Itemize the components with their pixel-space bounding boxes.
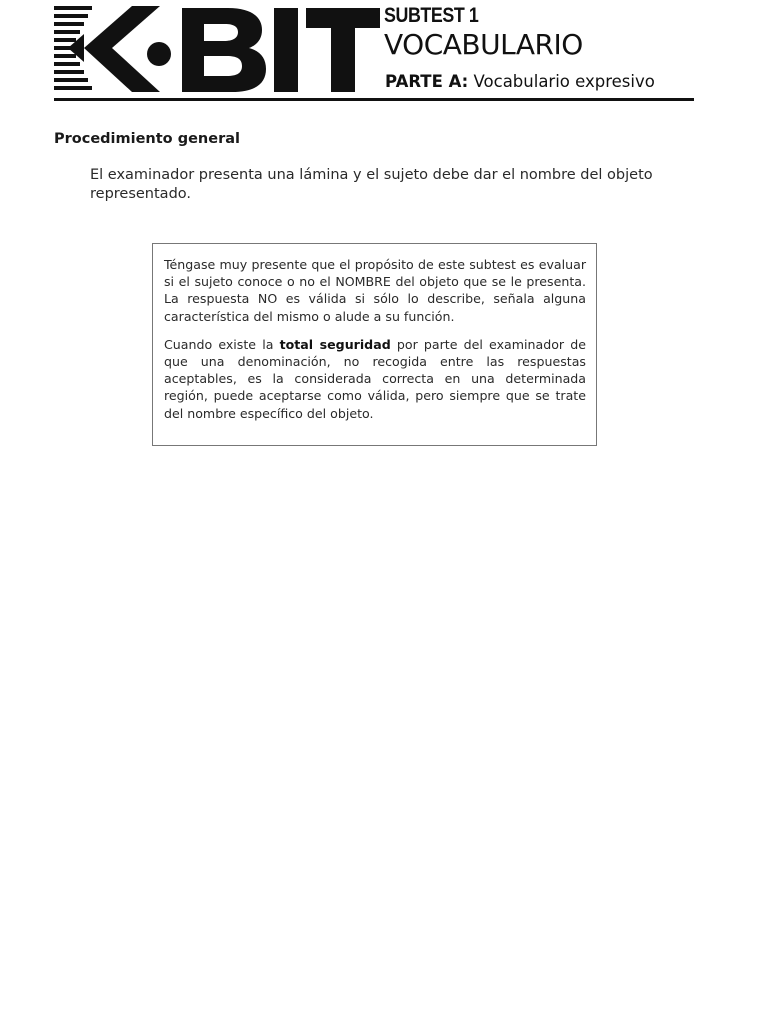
subtest-label: SUBTEST 1 <box>384 4 479 27</box>
note-emphasis: total seguridad <box>279 336 391 352</box>
note-box <box>152 243 597 446</box>
part-name: Vocabulario expresivo <box>473 72 655 91</box>
section-heading: Procedimiento general <box>54 131 240 147</box>
kbit-logo <box>54 4 384 96</box>
page-header <box>54 4 694 104</box>
intro-paragraph: El examinador presenta una lámina y el sujeto debe dar el nombre del objeto representado. <box>90 167 653 202</box>
subtest-title: VOCABULARIO <box>384 28 583 61</box>
part-label: PARTE A: <box>385 72 469 91</box>
note-paragraph-2-start: Cuando existe la <box>164 336 280 352</box>
note-paragraph-2 <box>164 336 586 422</box>
note-paragraph-1: Téngase muy presente que el propósito de este subtest es evaluar si el sujeto conoce o no el NOMBRE del objeto que se le presenta. La respuesta NO es válida si sólo lo describe, señala alguna característica del mismo o alude a su función. <box>164 257 586 324</box>
note-paragraph-2-end: por parte del examinador de que una denominación, no recogida entre las respuestas aceptables, es la considerada correcta en una determinada región, puede aceptarse como válida, pero siempre que se trate del nombre específico del objeto. <box>164 336 586 421</box>
part-heading <box>385 72 655 91</box>
header-divider <box>54 98 694 101</box>
